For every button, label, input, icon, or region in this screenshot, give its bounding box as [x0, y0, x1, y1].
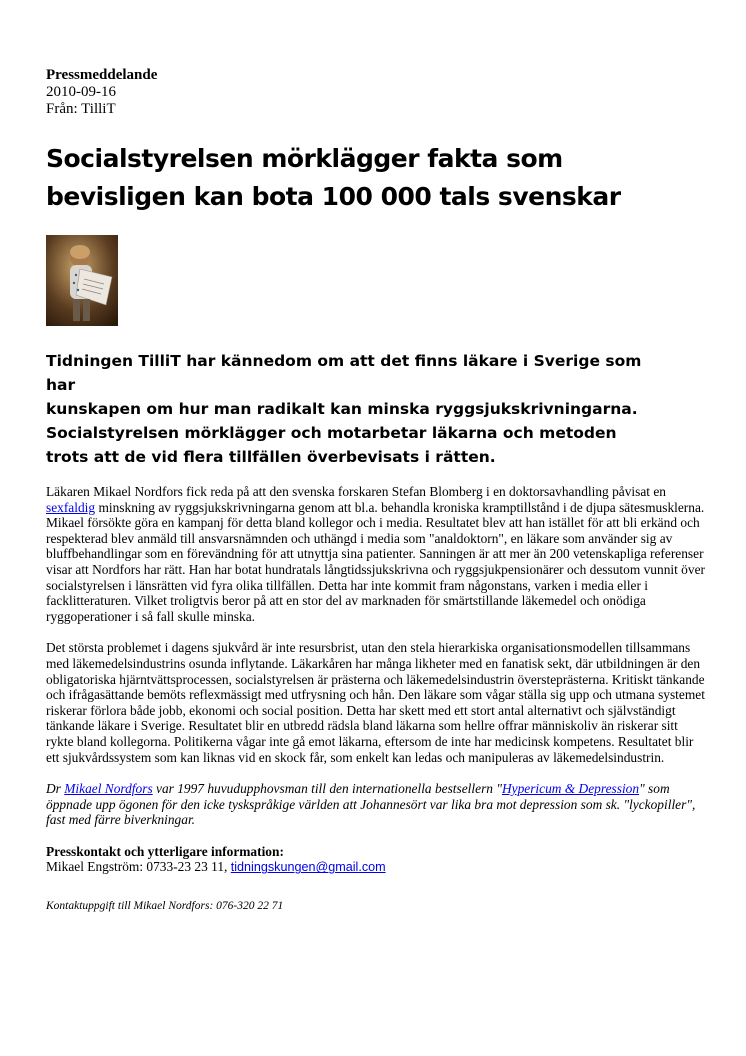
child-reading-newspaper-image: [46, 235, 118, 326]
paragraph-1-text-b: minskning av ryggsjukskrivningarna genom att bl.a. behandla kroniska kramptillstånd i de djupa sätesmusklerna. Mikael försökte göra en kampanj för detta bland kollegor och i media. Resultatet blev att han istället för att bli erkänd och respekterad blev anmäld till ansvarsnämnden och uthängd i media som "analdoktorn", en läkare som använder sig av bluffbehandlingar som en förevändning för att utnyttja sina patienter. Sanningen är att mer än 200 vetenskapliga referenser visar att Nordfors har rätt. Han har botat hundratals långtidssjukskrivna och ryggsjukpensionärer och dessutom vunnit över socialstyrelsen i länsrätten vid fyra olika tillfällen. Detta har inte kommit fram någonstans, varken i media eller i facklitteraturen. Vilket troligtvis beror på att en stor del av marknaden för smärtstillande läkemedel och onödiga ryggoperationer i så fall skulle minska.: [46, 499, 705, 624]
press-release-page: [46, 67, 706, 912]
lead-line-4: trots att de vid flera tillfällen överbevisats i rätten.: [46, 448, 496, 466]
paragraph-1: [46, 484, 706, 624]
paragraph-3-text-b: var 1997 huvudupphovsman till den internationella bestsellern ": [156, 781, 502, 797]
paragraph-2: Det största problemet i dagens sjukvård är inte resursbrist, utan den stela hierarkiska organisationsmodellen tillsammans med läkemedelsindustrins osunda inflytande. Läkarkåren har många likheter med en fanatisk sekt, där utbildningen är den obligatoriska hjärntvättsprocessen, socialstyrelsen är prästerna och läkemedelsindustrin översteprästerna. Kritiskt tänkande och ifrågasättande bemöts reflexmässigt med utfrysning och hån. Den läkare som vågar ställa sig upp och utmana systemet riskerar förlora både jobb, ekonomi och social position. Detta har skett med ett stort antal alternativt och självständigt tänkande läkare i Sverige. Resultatet blir en utbredd rädsla bland läkarna som hellre offrar människoliv än riskerar sitt rykte bland kollegorna. Politikerna vågar inte gå emot läkarna, eftersom de inte har medicinsk kompetens. Resultatet blir ett sjukvårdssystem som kan liknas vid en skock får, som enkelt kan ledas och manipuleras av läkemedelsindustrin.: [46, 640, 705, 765]
lead-paragraph: [46, 349, 656, 469]
paragraph-3-text-c: " som öppnade upp ögonen för den icke tyskspråkige världen att Johannesört var lika bra mot depression som sk. "lyckopiller", fast med färre biverkningar.: [46, 781, 696, 828]
lead-line-3: Socialstyrelsen mörklägger och motarbetar läkarna och metoden: [46, 424, 617, 442]
release-date: 2010-09-16: [46, 84, 116, 100]
mikael-nordfors-link[interactable]: Mikael Nordfors: [64, 781, 153, 797]
press-photo: [46, 235, 118, 326]
headline-line-1: Socialstyrelsen mörklägger fakta som: [46, 144, 563, 173]
body-text: [46, 484, 706, 828]
document-type: Pressmeddelande: [46, 67, 158, 83]
header-block: [46, 67, 706, 118]
footer-contact: Kontaktuppgift till Mikael Nordfors: 076-320 22 71: [46, 900, 284, 913]
lead-line-2: kunskapen om hur man radikalt kan minska ryggsjukskrivningarna.: [46, 400, 638, 418]
press-contact-label: Presskontakt och ytterligare information:: [46, 843, 284, 859]
paragraph-3: [46, 781, 706, 828]
hypericum-depression-link[interactable]: Hypericum & Depression: [501, 781, 640, 797]
sexfaldig-link[interactable]: sexfaldig: [46, 499, 96, 515]
press-contact-person: Mikael Engström: 0733-23 23 11,: [46, 859, 228, 875]
paragraph-1-text-a: Läkaren Mikael Nordfors fick reda på att den svenska forskaren Stefan Blomberg i en doktorsavhandling påvisat en: [46, 484, 666, 499]
press-contact: [46, 844, 706, 876]
lead-line-1: Tidningen TilliT har kännedom om att det finns läkare i Sverige som har: [46, 352, 642, 394]
release-from: Från: TilliT: [46, 101, 116, 117]
email-link[interactable]: tidningskungen@gmail.com: [230, 860, 386, 875]
headline: [46, 140, 646, 216]
headline-line-2: bevisligen kan bota 100 000 tals svenskar: [46, 182, 621, 211]
press-contact-line: [46, 859, 706, 876]
paragraph-3-text-a: Dr: [46, 781, 61, 797]
